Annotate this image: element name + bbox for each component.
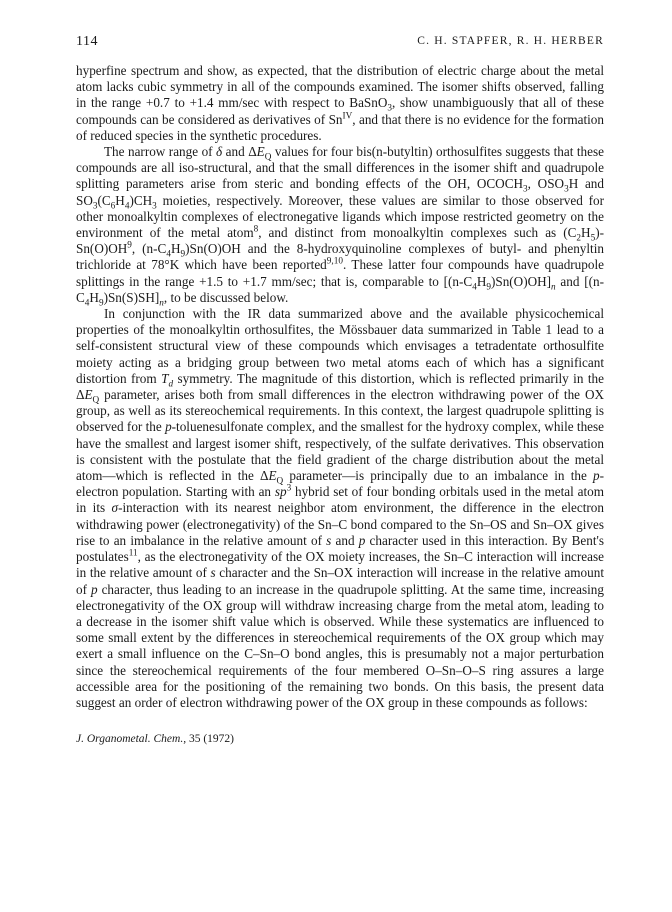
paragraph-3: In conjunction with the IR data summarized above and the available physicochemical properties of the monoalkyltin orthosulfites, the Mössbauer data summarized in Table 1 lead to a self-consistent structural view of these compounds which envisages a tetradentate orthosulfite moiety acting as a bridging group between two metal atoms each of which has a significant distortion from $T_d$ symmetry. The magnitude of this distortion, which is reflected primarily in the $\Delta E_Q$ parameter, arises both from small differences in the electron withdrawing power of the OX group, as well as its stereochemical requirements. In this context, the largest quadrupole splitting is observed for the p-toluenesulfonate complex, and the smallest for the hydroxy complex, while these have the smallest and largest isomer shift, respectively, of the sulfate derivatives. This observation is consistent with the postulate that the field gradient of the charge distribution about the metal atom—which is reflected in the $\Delta E_Q$ parameter—is principally due to an imbalance in the p-electron population. Starting with an $sp^3$ hybrid set of four bonding orbitals used in the metal atom in its σ-interaction with its nearest neighbor atom environment, the difference in the electron withdrawing power (electronegativity) of the Sn–C bond compared to the Sn–OS and Sn–OX gives rise to an imbalance in the relative amount of s and p character used in this interaction. By Bent's postulates$^{11}$, as the electronegativity of the OX moiety increases, the Sn–C interaction will increase in the relative amount of s character and the Sn–OX interaction will increase in the relative amount of p character, thus leading to an increase in the quadrupole splitting. At the same time, increasing electronegativity of the OX group will withdraw increasing charge from the metal atom, leading to a decrease in the isomer shift value which is observed. While these systematics are influenced to some small extent by the differences in stereochemical requirements of the OX group which may exert a small influence on the C–Sn–O bond angles, this is presumably not a major perturbation since the stereochemical requirements of the four membered O–Sn–O–S ring assures a large accessible area for the positioning of the remaining two bonds. On this basis, the present data suggest an order of electron withdrawing power of the OX group in these compounds as follows: [76, 306, 605, 710]
paragraph-1: hyperfine spectrum and show, as expected, that the distribution of electric charge about the metal atom lacks cubic symmetry in all of the compounds examined. The isomer shifts observed, falling in the range +0.7 to +1.4 mm/sec with respect to BaSnO$_3$, show unambiguously that all of these compounds can be considered as derivatives of $Sn^{IV}$, and that there is no evidence for the formation of reduced species in the synthetic procedures. [76, 63, 604, 143]
journal-citation [76, 733, 604, 745]
journal-name: J. Organometal. Chem., [76, 733, 187, 746]
page [76, 34, 604, 745]
article-body [76, 63, 604, 711]
running-header [76, 34, 604, 56]
paragraph-2: The narrow range of δ and $\Delta E_Q$ values for four bis(n-butyltin) orthosulfites suggests that these compounds are all iso-structural, and that the small differences in the isomer shift and quadrupole splitting parameters arise from steric and bonding effects of the OH, $OCOCH_3$, $OSO_3H$ and $SO_3(C_6H_4)CH_3$ moieties, respectively. Moreover, these values are similar to those observed for other monoalkyltin complexes of electronegative ligands which impose restricted geometry on the environment of the metal atom$^8$, and distinct from monoalkyltin complexes such as $(C_2H_5)-Sn(O)OH^9$, $(n-C_4H_9)Sn(O)OH$ and the 8-hydroxyquinoline complexes of butyl- and phenyltin trichloride at 78°K which have been reported$^{9,10}$. These latter four compounds have quadrupole splittings in the range +1.5 to +1.7 mm/sec; that is, comparable to $[(n-C_4H_9)Sn(O)OH]_n$ and $[(n-C_4H_9)Sn(S)SH]_n$, to be discussed below. [76, 144, 605, 308]
journal-volume: 35 (1972) [188, 733, 235, 746]
page-number: 114 [76, 34, 98, 49]
running-head-authors: C. H. STAPFER, R. H. HERBER [417, 35, 604, 47]
